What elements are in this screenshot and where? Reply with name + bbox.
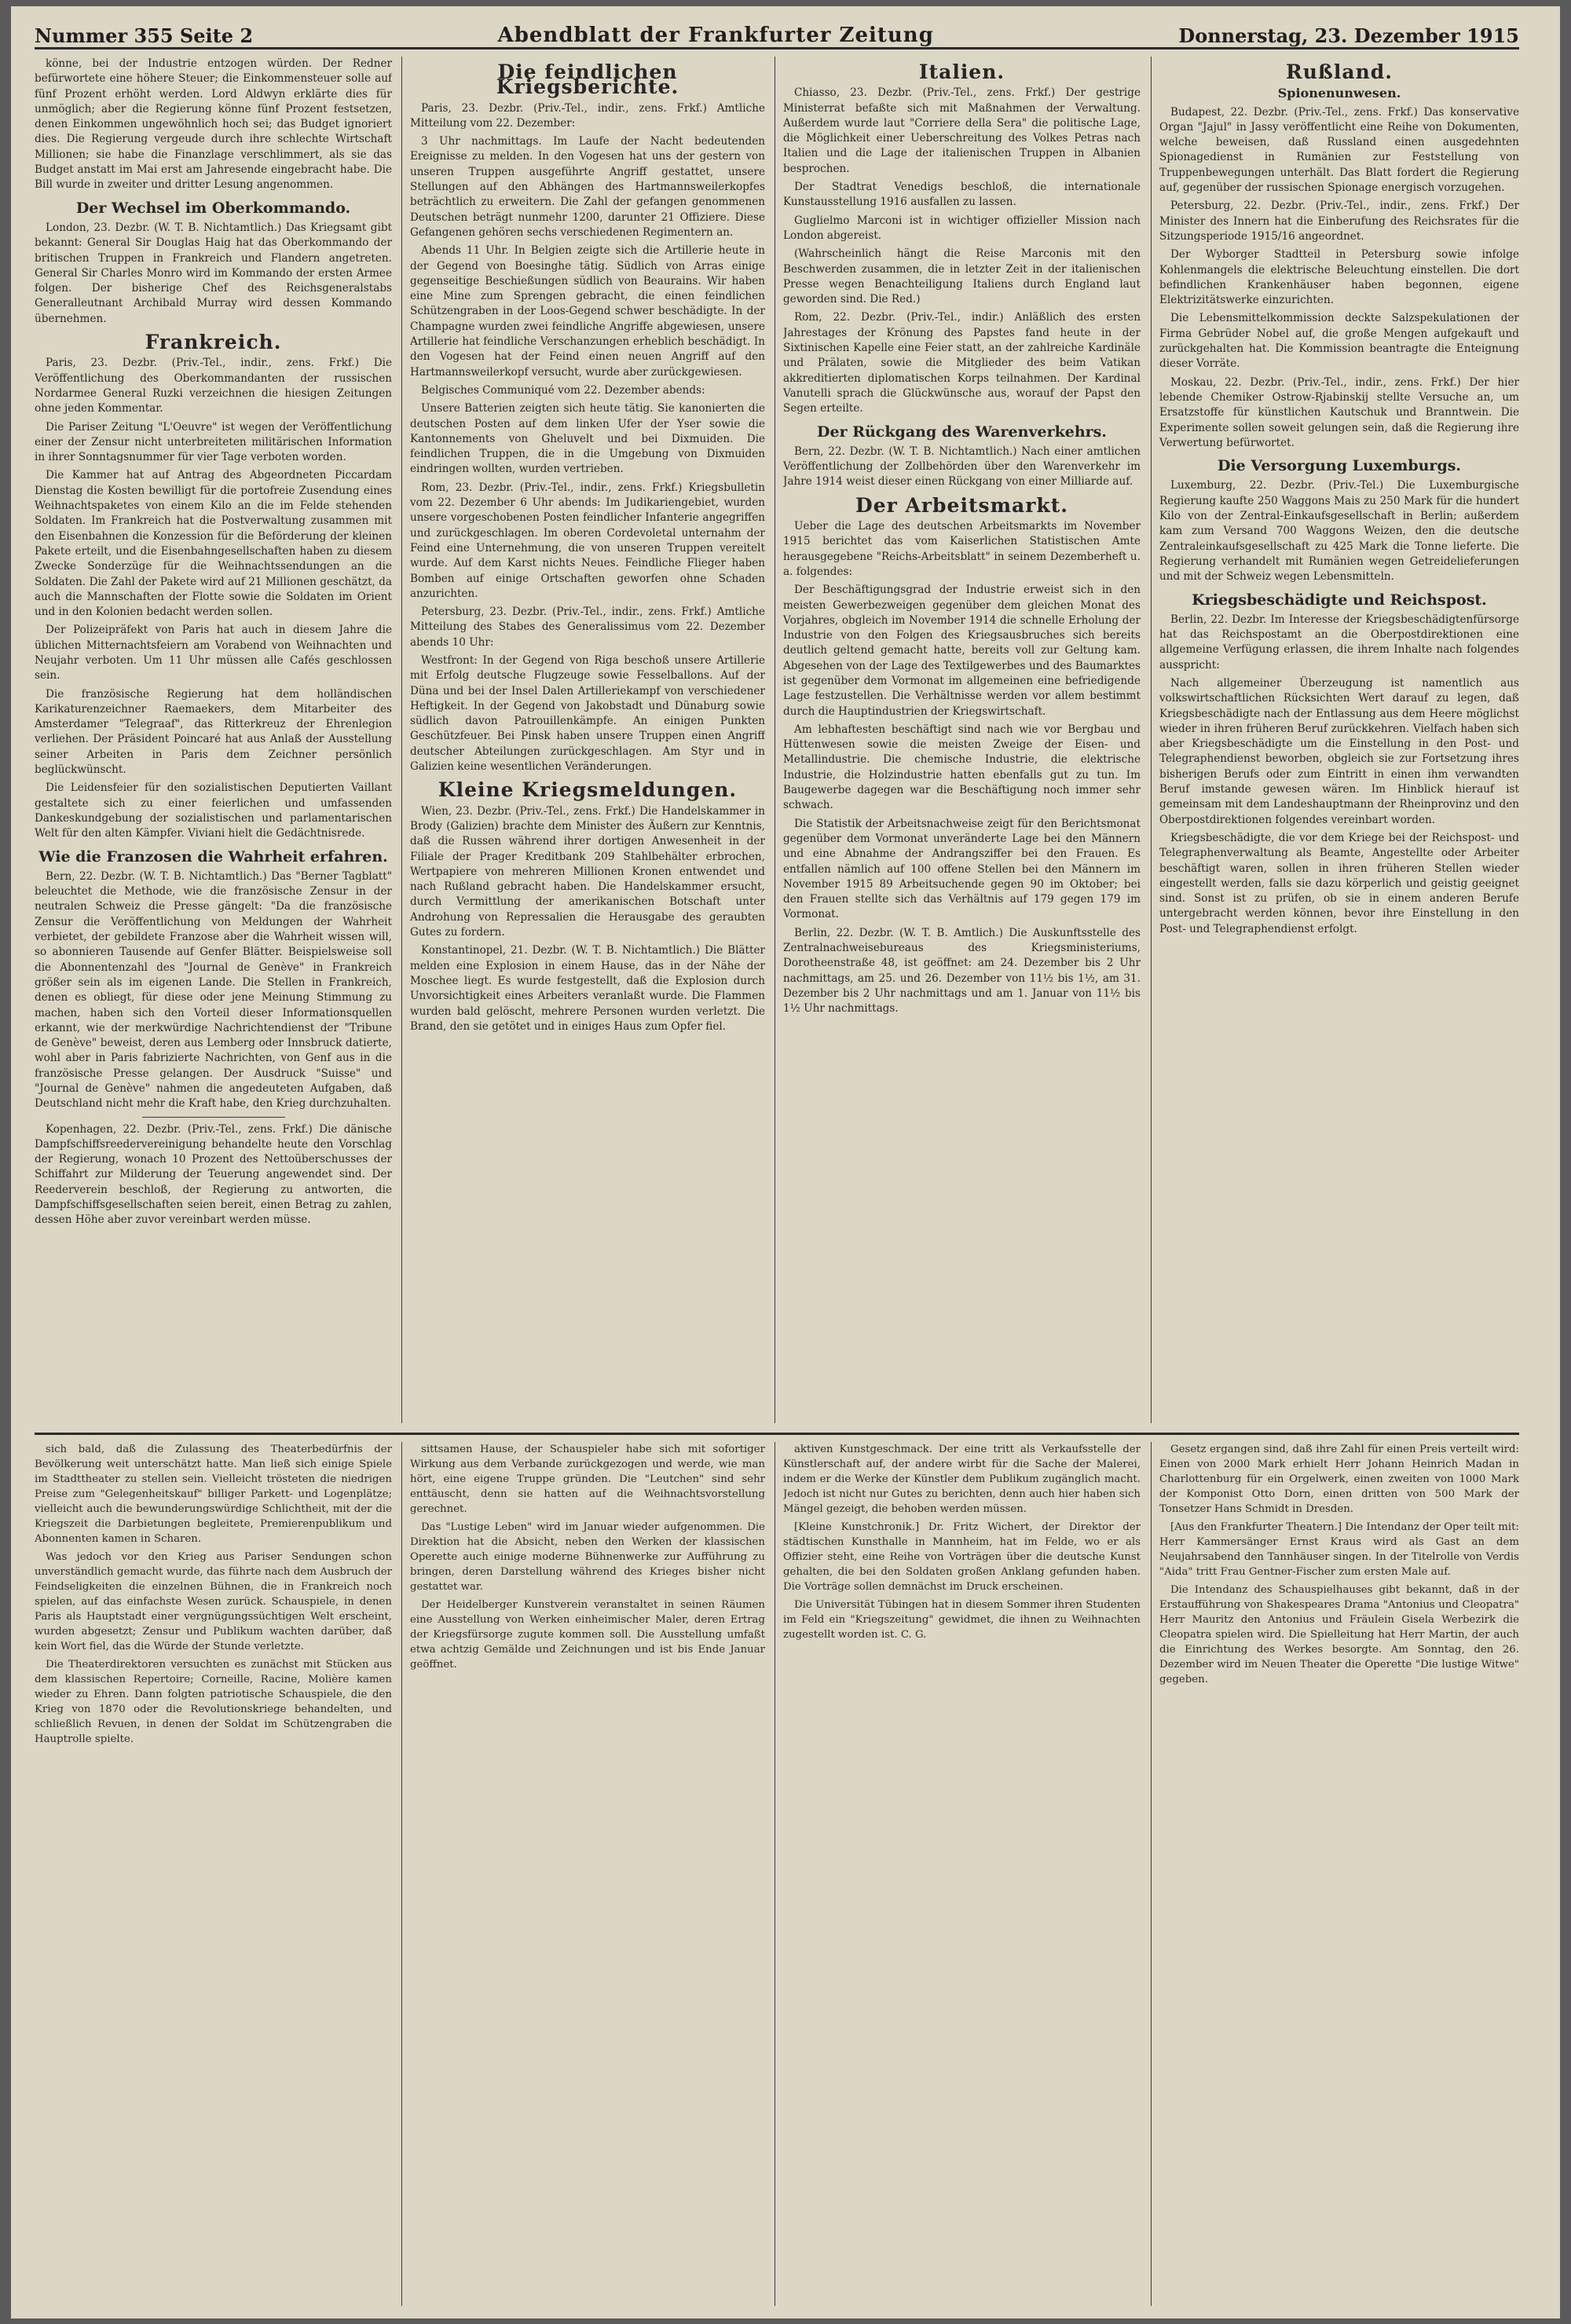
article-paragraph: Berlin, 22. Dezbr. (W. T. B. Amtlich.) Die Auskunftsstelle des Zentralnachweisebureaus des Kriegsministeriums, Dorotheenstraße 48, ist geöffnet: am 24. Dezember bis 2 Uhr nachmittags, am 25. und 26. Dezember von 11½ bis 1½, am 31. Dezember bis 2 Uhr nachmittags und am 1. Januar von 11½ bis 1½ Uhr nachmittags.: [783, 926, 1141, 1016]
article-paragraph: Die Pariser Zeitung "L'Oeuvre" ist wegen der Veröffentlichung einer der Zensur nicht unterbreiteten militärischen Information in ihrer Sonntagsnummer für vier Tage verboten worden.: [35, 420, 392, 464]
article-paragraph: Der Stadtrat Venedigs beschloß, die internationale Kunstausstellung 1916 ausfallen zu lassen.: [783, 181, 1141, 209]
article-paragraph: Kopenhagen, 22. Dezbr. (Priv.-Tel., zens. Frkf.) Die dänische Dampfschiffsreedervereinigung behandelte heute den Vorschlag der Regierung, wonach 10 Prozent des Nettoüberschusses der Schiffahrt zur Milderung der Teuerung angewendet sind. Der Reederverein beschloß, der Regierung zu antworten, die Dampfschiffsgesellschaften seien bereit, einen Betrag zu zahlen, dessen Höhe aber zuvor vereinbart werden müsse.: [35, 1122, 392, 1227]
article-paragraph: Die Lebensmittelkommission deckte Salzspekulationen der Firma Gebrüder Nobel auf, die große Mengen aufgekauft und zurückgehalten hat. Die Kommission beantragte die Enteignung dieser Vorräte.: [1159, 312, 1519, 371]
feuilleton-paragraph: Die Universität Tübingen hat in diesem Sommer ihren Studenten im Feld ein "Kriegszeitung" gewidmet, die ihnen zu Weihnachten zugestellt worden ist. C. G.: [783, 1599, 1141, 1641]
news-columns: [35, 57, 1519, 1423]
article-paragraph: Budapest, 22. Dezbr. (Priv.-Tel., zens. Frkf.) Das konservative Organ "Jajul" in Jassy veröffentlicht eine Reihe von Dokumenten, welche beweisen, daß Russland einen ausgedehnten Spionagedienst in Rumänien zur Feststellung von Truppenbewegungen unterhält. Das Blatt fordert die Regierung auf, gegenüber der russischen Spionage energisch vorzugehen.: [1159, 105, 1519, 195]
article-paragraph: Westfront: In der Gegend von Riga beschoß unsere Artillerie mit Erfolg deutsche Flugzeuge sowie Fesselballons. Auf der Düna und bei der Insel Dalen Artilleriekampf von verschiedener Heftigkeit. In der Gegend von Jakobstadt und Dünaburg sowie südlich davon Patrouillenkämpfe. An einigen Punkten Geschützfeuer. Bei Pinsk haben unsere Truppen einen Angriff deutscher Abteilungen zurückgeschlagen. Am Styr und in Galizien keine wesentlichen Veränderungen.: [410, 653, 765, 774]
feuilleton-paragraph: Was jedoch vor den Krieg aus Pariser Sendungen schon unverständlich gemacht wurde, das führte nach dem Ausbruch der Feindseligkeiten die einzelnen Bühnen, die in Frankreich noch spielen, auf das einfachste Wesen zurück. Schauspiele, in denen Paris als Hauptstadt einer vergnügungssüchtigen Welt erscheint, wurden abgesetzt; Zensur und Publikum wachten darüber, daß kein Wort fiel, das die Würde der Stunde verletzte.: [35, 1551, 392, 1652]
article-paragraph: Kriegsbeschädigte, die vor dem Kriege bei der Reichspost- und Telegraphenverwaltung als Beamte, Angestellte oder Arbeiter beschäftigt waren, sollen in ihren früheren Stellen wieder eingestellt werden, falls sie dazu körperlich und geistig geeignet sind. Sonst ist zu prüfen, ob sie in einem anderen Berufe untergebracht werden können, bevor ihre Einstellung in den Post- und Telegraphendienst erfolgt.: [1159, 831, 1519, 935]
article-paragraph: Abends 11 Uhr. In Belgien zeigte sich die Artillerie heute in der Gegend von Boesinghe tätig. Südlich von Arras einige gegenseitige Beschießungen südlich von Beaurains. Wir haben eine Mine zum Sprengen gebracht, die einen feindlichen Schützengraben in der Loos-Gegend schwer beschädigte. In der Champagne wurden zwei feindliche Angriffe abgewiesen, unsere Artillerie hat feindliche Verschanzungen erheblich beschädigt. In den Vogesen hat der Feind einen neuen Angriff auf den Hartmannsweilerkopf versucht, wurde aber zurückgewiesen.: [410, 244, 765, 379]
article-paragraph: Bern, 22. Dezbr. (W. T. B. Nichtamtlich.) Nach einer amtlichen Veröffentlichung der Zollbehörden über den Warenverkehr im Jahre 1914 weist dieser einen Rückgang von einer Milliarde auf.: [783, 445, 1141, 489]
issue-date: Donnerstag, 23. Dezember 1915: [1178, 24, 1519, 47]
article-paragraph: (Wahrscheinlich hängt die Reise Marconis mit den Beschwerden zusammen, die in letzter Zeit in der italienischen Presse wegen Benachteiligung Italiens durch England laut geworden sind. Die Red.): [783, 247, 1141, 306]
article-paragraph: Paris, 23. Dezbr. (Priv.-Tel., indir., zens. Frkf.) Die Veröffentlichung des Oberkommandanten der russischen Nordarmee General Ruzki verzeichnen die hiesigen Zeitungen ohne jeden Kommentar.: [35, 357, 392, 415]
feuilleton-column-4: [1159, 1442, 1519, 2306]
article-paragraph: Luxemburg, 22. Dezbr. (Priv.-Tel.) Die Luxemburgische Regierung kaufte 250 Waggons Mais zu 250 Mark für die hundert Kilo von der Zentral-Einkaufsgesellschaft in Berlin; außerdem kam zum Versand 700 Waggons Weizen, den die deutsche Zentraleinkaufsgesellschaft zu 425 Mark die Tonne lieferte. Die Regierung verhandelt mit Rumänien wegen Getreidelieferungen und mit der Schweiz wegen Lebensmitteln.: [1159, 479, 1519, 584]
feuilleton-paragraph: Die Theaterdirektoren versuchten es zunächst mit Stücken aus dem klassischen Repertoire; Corneille, Racine, Molière kamen wieder zu Ehren. Dann folgten patriotische Schauspiele, die den Krieg von 1870 oder die Revolutionskriege behandelten, und schließlich Revuen, in denen der Soldat im Schützengraben die Hauptrolle spielte.: [35, 1659, 392, 1745]
article-paragraph: Paris, 23. Dezbr. (Priv.-Tel., indir., zens. Frkf.) Amtliche Mitteilung vom 22. Dezember:: [410, 101, 765, 130]
column-3: [783, 57, 1141, 1423]
article-paragraph: Die Leidensfeier für den sozialistischen Deputierten Vaillant gestaltete sich zu einer feierlichen und umfassenden Dankeskundgebung der sozialistischen und parlamentarischen Welt für den alten Kämpfer. Viviani hielt die Gedächtnisrede.: [35, 781, 392, 840]
article-separator: [142, 1117, 285, 1118]
column-1: [35, 57, 392, 1423]
sub-heading: Spionenunwesen.: [1277, 86, 1401, 101]
section-heading: Die feindlichen Kriegsberichte.: [496, 60, 679, 99]
newspaper-title: Abendblatt der Frankfurter Zeitung: [497, 24, 934, 47]
article-paragraph: Moskau, 22. Dezbr. (Priv.-Tel., indir., zens. Frkf.) Der hier lebende Chemiker Ostrow-Rjabinskij stellte Versuche an, um Ersatzstoffe für künstlichen Kautschuk und Branntwein. Die Experimente sollen soweit gelungen sein, daß die Regierung ihre Verwertung befürwortet.: [1159, 375, 1519, 449]
article-paragraph: Die französische Regierung hat dem holländischen Karikaturenzeichner Raemaekers, dem Mitarbeiter des Amsterdamer "Telegraaf", das Ritterkreuz der Ehrenlegion verliehen. Der Präsident Poincaré hat aus Anlaß der Ausstellung seiner Arbeiten in Paris dem Zeichner persönlich beglückwünscht.: [35, 687, 392, 777]
feuilleton-column-3: [783, 1442, 1141, 2306]
article-paragraph: Die Statistik der Arbeitsnachweise zeigt für den Berichtsmonat gegenüber dem Vormonat unveränderte Lage bei den Männern und eine Abnahme der Andrangsziffer bei den Frauen. Es entfallen nämlich auf 100 offene Stellen bei den Männern im November 1915 89 Arbeitsuchende gegen 90 im Oktober; bei den Frauen stellte sich das Verhältnis auf 179 gegen 179 im Vormonat.: [783, 817, 1141, 921]
article-paragraph: Ueber die Lage des deutschen Arbeitsmarkts im November 1915 berichtet das vom Kaiserlichen Statistischen Amte herausgegebene "Reichs-Arbeitsblatt" in seinem Dezemberheft u. a. folgendes:: [783, 520, 1141, 578]
article-paragraph: Rom, 23. Dezbr. (Priv.-Tel., indir., zens. Frkf.) Kriegsbulletin vom 22. Dezember 6 Uhr abends: Im Judikariengebiet, wurden unsere vorgeschobenen Posten feindlicher Infanterie angegriffen und zurückgeschlagen. Im oberen Cordevoletal unternahm der Feind eine Unternehmung, die von unseren Truppen vereitelt wurde. Auf dem Karst nichts Neues. Feindliche Flieger haben Bomben auf einige Ortschaften geworfen ohne Schaden anzurichten.: [410, 481, 765, 600]
article-paragraph: Bern, 22. Dezbr. (W. T. B. Nichtamtlich.) Das "Berner Tagblatt" beleuchtet die Methode, wie die französische Zensur in der neutralen Schweiz die Presse gängelt: "Da die französische Zensur die Veröffentlichung von Meldungen der Wahrheit verbietet, der gebildete Franzose aber die Wahrheit wissen will, so abonnieren Tausende auf Genfer Blätter. Beispielsweise soll die Abonnentenzahl des "Journal de Genève" in Frankreich größer sein als im eigenen Lande. Die Stellen in Frankreich, denen es obliegt, für diese oder jene Meinung Stimmung zu machen, haben sich den Vorteil dieser Informationsquellen erkannt, wie der merkwürdige Nachrichtendienst der "Tribune de Genève" beweist, deren aus Lemberg oder Innsbruck datierte, wohl aber in Paris fabrizierte Nachrichten, von Genf aus in die französische Presse gelangen. Der Ausdruck "Suisse" und "Journal de Genève" nahmen die angedeuteten Aufgaben, daß Deutschland nicht mehr die Kraft habe, den Krieg durchzuhalten.: [35, 869, 392, 1111]
feuilleton-paragraph: aktiven Kunstgeschmack. Der eine tritt als Verkaufsstelle der Künstlerschaft auf, der andere wirbt für die Sache der Malerei, indem er die Werke der Künstler dem Publikum zugänglich macht. Jedoch ist nicht nur Gutes zu berichten, denn auch hier haben sich Mängel gezeigt, die behoben werden müssen.: [783, 1444, 1141, 1515]
newspaper-page: [11, 6, 1560, 2319]
feuilleton-paragraph: [Kleine Kunstchronik.] Dr. Fritz Wichert, der Direktor der städtischen Kunsthalle in Mannheim, hat im Felde, wo er als Offizier steht, eine Reihe von Vorträgen über die deutsche Kunst gehalten, die bei den Soldaten großen Anklang gefunden haben. Die Vorträge sollen demnächst im Druck erscheinen.: [783, 1521, 1141, 1593]
article-paragraph: Berlin, 22. Dezbr. Im Interesse der Kriegsbeschädigtenfürsorge hat das Reichspostamt an die Oberpostdirektionen eine allgemeine Verfügung erlassen, die ihrem Inhalte nach folgendes ausspricht:: [1159, 613, 1519, 672]
article-paragraph: Nach allgemeiner Überzeugung ist namentlich aus volkswirtschaftlichen Rücksichten Wert darauf zu legen, daß Kriegsbeschädigte nach der Entlassung aus dem Heere möglichst wieder in ihren früheren Beruf zurückkehren. Vielfach haben sich aber Kriegsbeschädigte um die Einstellung in den Post- und Telegraphendienst beworben, obgleich sie zur Fortsetzung ihres bisherigen Berufs oder zum Eintritt in einen ihm verwandten Beruf imstande gewesen wären. Im Hinblick hierauf ist gemeinsam mit dem Landeshauptmann der Rheinprovinz und den Oberpostdirektionen folgendes vereinbart worden.: [1159, 676, 1519, 826]
feuilleton-paragraph: sich bald, daß die Zulassung des Theaterbedürfnis der Bevölkerung weit unterschätzt hatte. Man ließ sich einige Spiele im Stadttheater zu stellen sein. Vielleicht trösteten die niedrigen Preise zum "Gelegenheitskauf" billiger Parkett- und Logenplätze; vielleicht auch die bewunderungswürdige Schlichtheit, mit der die Kriegszeit die Darbietungen begleitete, Premierenpublikum und Abonnenten kamen in Scharen.: [35, 1444, 392, 1545]
feuilleton-column-2: [410, 1442, 765, 2306]
article-paragraph: Rom, 22. Dezbr. (Priv.-Tel., indir.) Anläßlich des ersten Jahrestages der Krönung des Papstes fand heute in der Sixtinischen Kapelle eine Feier statt, an der zahlreiche Kardinäle und Prälaten, sowie die Mitglieder des beim Vatikan akkreditierten diplomatischen Korps teilnahmen. Der Kardinal Vanutelli sprach die Glückwünsche aus, worauf der Papst den Segen erteilte.: [783, 311, 1141, 415]
article-paragraph: Petersburg, 23. Dezbr. (Priv.-Tel., indir., zens. Frkf.) Amtliche Mitteilung des Stabes des Generalissimus vom 22. Dezember abends 10 Uhr:: [410, 606, 765, 649]
article-paragraph: könne, bei der Industrie entzogen würden. Der Redner befürwortete eine höhere Steuer; die Einkommensteuer solle auf fünf Prozent erhöht werden. Lord Aldwyn erklärte dies für unmöglich; aber die Regierung könne fünf Prozent festsetzen, denen Einkommen ungewöhnlich hoch sei; das Budget ignoriert dies. Die Regierung vergeude durch ihre schlechte Wirtschaft Millionen; sie habe die Finanzlage verschlimmert, als sie das Budget anstatt im Mai erst am Jahresende eingebracht habe. Die Bill wurde in zweiter und dritter Lesung angenommen.: [35, 57, 392, 192]
article-paragraph: Belgisches Communiqué vom 22. Dezember abends:: [421, 383, 705, 397]
column-divider: [401, 57, 402, 1423]
feuilleton-paragraph: Gesetz ergangen sind, daß ihre Zahl für einen Preis verteilt wird: Einen von 2000 Mark erhielt Herr Johann Heinrich Madan in Charlottenburg für ein Orgelwerk, einen zweiten von 1000 Mark der Komponist Otto Dorn, einen dritten von 500 Mark der Tonsetzer Hans Schmidt in Dresden.: [1159, 1444, 1519, 1515]
feuilleton-paragraph: Die Intendanz des Schauspielhauses gibt bekannt, daß in der Erstaufführung von Shakespeares Drama "Antonius und Cleopatra" Herr Mauritz den Antonius und Fräulein Gisela Werbezirk die Cleopatra spielen wird. Die Spielleitung hat Herr Martin, der auch die Einrichtung des Werkes besorgte. Am Sonntag, den 26. Dezember wird im Neuen Theater die Operette "Die lustige Witwe" gegeben.: [1159, 1584, 1519, 1685]
feuilleton-rule: [35, 1433, 1519, 1435]
article-paragraph: Unsere Batterien zeigten sich heute tätig. Sie kanonierten die deutschen Posten auf dem linken Ufer der Yser sowie die Kantonnements von Gheluvelt und bei Dixmuiden. Die feindlichen Truppen, die in die Umgebung von Dixmuiden eindringen wollten, wurden vertrieben.: [410, 402, 765, 476]
feuilleton-paragraph: Das "Lustige Leben" wird im Januar wieder aufgenommen. Die Direktion hat die Absicht, neben den Werken der klassischen Operette auch einige moderne Bühnenwerke zur Aufführung zu bringen, deren Darstellung während des Krieges bisher nicht gestattet war.: [410, 1521, 765, 1593]
section-heading: Kleine Kriegsmeldungen.: [438, 778, 738, 802]
article-paragraph: Guglielmo Marconi ist in wichtiger offizieller Mission nach London abgereist.: [783, 214, 1141, 242]
article-paragraph: Die Kammer hat auf Antrag des Abgeordneten Piccardam Dienstag die Kosten bewilligt für die portofreie Zusendung eines Weihnachtspaketes von einem Kilo an die im Felde stehenden Soldaten. Im Frankreich hat die Postverwaltung zusammen mit den Eisenbahnen die Konzession für die Beförderung der kleinen Pakete erteilt, und die Eisenbahngesellschaften haben zu diesem Zwecke Sonderzüge für die Weihnachtssendungen an die Soldaten. Die Zahl der Pakete wird auf 21 Millionen geschätzt, da auch die Mannschaften der Flotte sowie die Soldaten im Orient und in den Kolonien bedacht werden sollen.: [35, 469, 392, 619]
section-heading: Der Arbeitsmarkt.: [855, 493, 1068, 517]
section-heading: Rußland.: [1285, 60, 1393, 83]
article-paragraph: 3 Uhr nachmittags. Im Laufe der Nacht bedeutenden Ereignisse zu melden. In den Vogesen hat uns der gestern von unseren Truppen ausgeführte Angriff gestattet, unsere Stellungen auf den Abhängen des Hartmannsweilerkopfes beträchtlich zu erweitern. Die Zahl der gefangen genommenen Deutschen beträgt nunmehr 1200, darunter 21 Offiziere. Diese Gefangenen gehören sechs verschiedenen Regimentern an.: [410, 135, 765, 239]
article-heading: Wie die Franzosen die Wahrheit erfahren.: [38, 847, 388, 866]
feuilleton-paragraph: [Aus den Frankfurter Theatern.] Die Intendanz der Oper teilt mit: Herr Kammersänger Ernst Kraus wird als Gast an dem Neujahrsabend den Tannhäuser singen. In der Titelrolle von Verdis "Aida" tritt Frau Gentner-Fischer zum ersten Male auf.: [1159, 1521, 1519, 1578]
article-paragraph: Der Polizeipräfekt von Paris hat auch in diesem Jahre die üblichen Mitternachtsfeiern am Vorabend von Weihnachten und Neujahr verboten. Um 11 Uhr müssen alle Cafés geschlossen sein.: [35, 624, 392, 683]
article-heading: Die Versorgung Luxemburgs.: [1217, 457, 1462, 475]
article-paragraph: Am lebhaftesten beschäftigt sind nach wie vor Bergbau und Hüttenwesen sowie die meisten Zweige der Eisen- und Metallindustrie. Die chemische Industrie, die elektrische Industrie, die Holzindustrie hatten ebenfalls gut zu tun. Im Baugewerbe dagegen war die Beschäftigung noch immer sehr schwach.: [783, 723, 1141, 812]
article-paragraph: Petersburg, 22. Dezbr. (Priv.-Tel., indir., zens. Frkf.) Der Minister des Innern hat die Einberufung des Reichsrates für die Sitzungsperiode 1915/16 angeordnet.: [1159, 199, 1519, 243]
article-paragraph: Konstantinopel, 21. Dezbr. (W. T. B. Nichtamtlich.) Die Blätter melden eine Explosion in einem Hause, das in der Nähe der Moschee liegt. Es wurde festgestellt, daß die Explosion durch Unvorsichtigkeit eines Arbeiters veranlaßt wurde. Die Flammen wurden bald gelöscht, mehrere Personen wurden verletzt. Die Brand, den sie getötet und in einiges Haus zum Opfer fiel.: [410, 944, 765, 1033]
page-number: Nummer 355 Seite 2: [35, 24, 254, 47]
column-2: [410, 57, 765, 1423]
article-paragraph: Wien, 23. Dezbr. (Priv.-Tel., zens. Frkf.) Die Handelskammer in Brody (Galizien) brachte dem Minister des Äußern zur Kenntnis, daß die Russen während ihrer dortigen Anwesenheit in der Filiale der Prager Kreditbank 209 Stahlbehälter erbrochen, Wertpapiere von mehreren Millionen Kronen entwendet und nach Rußland gebracht haben. Die Handelskammer ersucht, durch Vermittlung der amerikanischen Botschaft unter Androhung von Repressalien die Herausgabe des geraubten Gutes zu fordern.: [410, 804, 765, 939]
article-paragraph: London, 23. Dezbr. (W. T. B. Nichtamtlich.) Das Kriegsamt gibt bekannt: General Sir Douglas Haig hat das Oberkommando der britischen Truppen in Frankreich und Flandern angetreten. General Sir Charles Monro wird im Kommando der ersten Armee folgen. Der bisherige Chef des Reichsgeneralstabs Generalleutnant Archibald Murray wird dessen Kommando übernehmen.: [35, 221, 392, 325]
feuilleton-column-1: [35, 1442, 392, 2306]
article-paragraph: Chiasso, 23. Dezbr. (Priv.-Tel., zens. Frkf.) Der gestrige Ministerrat befaßte sich mit Maßnahmen der Verwaltung. Außerdem wurde laut "Corriere della Sera" die politische Lage, die Möglichkeit einer Ueberschreitung des Volkes Petras nach Italien und die Lage der italienischen Truppen in Albanien besprochen.: [783, 86, 1141, 175]
article-paragraph: Der Wyborger Stadtteil in Petersburg sowie infolge Kohlenmangels die elektrische Beleuchtung einstellen. Die dort befindlichen Krankenhäuser haben begonnen, eigene Elektrizitätswerke einzurichten.: [1159, 248, 1519, 307]
article-heading: Der Wechsel im Oberkommando.: [75, 199, 351, 217]
article-heading: Kriegsbeschädigte und Reichspost.: [1192, 591, 1487, 609]
section-heading: Frankreich.: [145, 331, 282, 354]
section-heading: Italien.: [918, 60, 1005, 83]
column-4: [1159, 57, 1519, 1423]
masthead: [35, 16, 1519, 49]
feuilleton-divider: [1151, 1442, 1152, 2306]
article-paragraph: Der Beschäftigungsgrad der Industrie erweist sich in den meisten Gewerbezweigen gegenüber dem gleichen Monat des Vorjahres, obgleich im November 1914 die schnelle Erholung der Industrie von den Folgen des Kriegsausbruches sich bereits deutlich geltend gemacht hatte, bereits voll zur Geltung kam. Abgesehen von der Lage des Textilgewerbes und des Baumarktes ist gegenüber dem Vormonat im allgemeinen eine befriedigende Lage festzustellen. Die Verhältnisse werden vor allem bestimmt durch die Hauptindustrien der Kriegswirtschaft.: [783, 584, 1141, 718]
feuilleton-paragraph: sittsamen Hause, der Schauspieler habe sich mit sofortiger Wirkung aus dem Verbande zurückgezogen und werde, wie man hört, eine eigene Truppe gründen. Die "Leutchen" sind sehr enttäuscht, denn sie hatten auf die Weihnachtsvorstellung gerechnet.: [410, 1444, 765, 1515]
feuilleton-divider: [401, 1442, 402, 2306]
article-heading: Der Rückgang des Warenverkehrs.: [817, 423, 1107, 441]
feuilleton-section: [35, 1442, 1519, 2306]
column-divider: [1151, 57, 1152, 1423]
feuilleton-paragraph: Der Heidelberger Kunstverein veranstaltet in seinen Räumen eine Ausstellung von Werken einheimischer Maler, deren Ertrag der Kriegsfürsorge zugute kommen soll. Die Ausstellung umfaßt etwa achtzig Gemälde und Zeichnungen und ist bis Ende Januar geöffnet.: [410, 1599, 765, 1671]
